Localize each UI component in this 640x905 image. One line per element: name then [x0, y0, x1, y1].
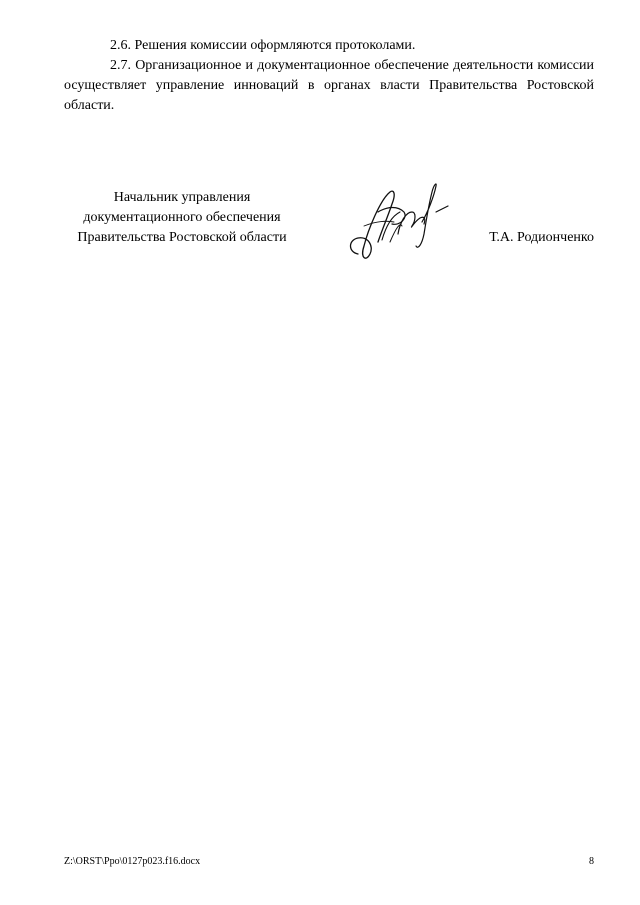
- document-body: [64, 36, 594, 116]
- footer-file-path: Z:\ORST\Ppo\0127p023.f16.docx: [64, 856, 201, 867]
- page-number: 8: [589, 856, 594, 867]
- signatory-position: [64, 188, 300, 248]
- handwritten-signature: [344, 182, 454, 268]
- position-line-1: Начальник управления: [113, 190, 251, 205]
- page-footer: [64, 855, 594, 869]
- position-line-3: Правительства Ростовской области: [77, 230, 287, 245]
- signatory-name: Т.А. Родионченко: [489, 230, 594, 245]
- paragraph-2-7: 2.7. Организационное и документационное обеспечение деятельности комиссии осуществляет управление инноваций в органах власти Правительства Ростовской области.: [64, 58, 594, 113]
- signature-block: [64, 188, 594, 268]
- position-line-2: документационного обеспечения: [83, 210, 281, 225]
- paragraph-2-6: 2.6. Решения комиссии оформляются протоколами.: [110, 38, 416, 53]
